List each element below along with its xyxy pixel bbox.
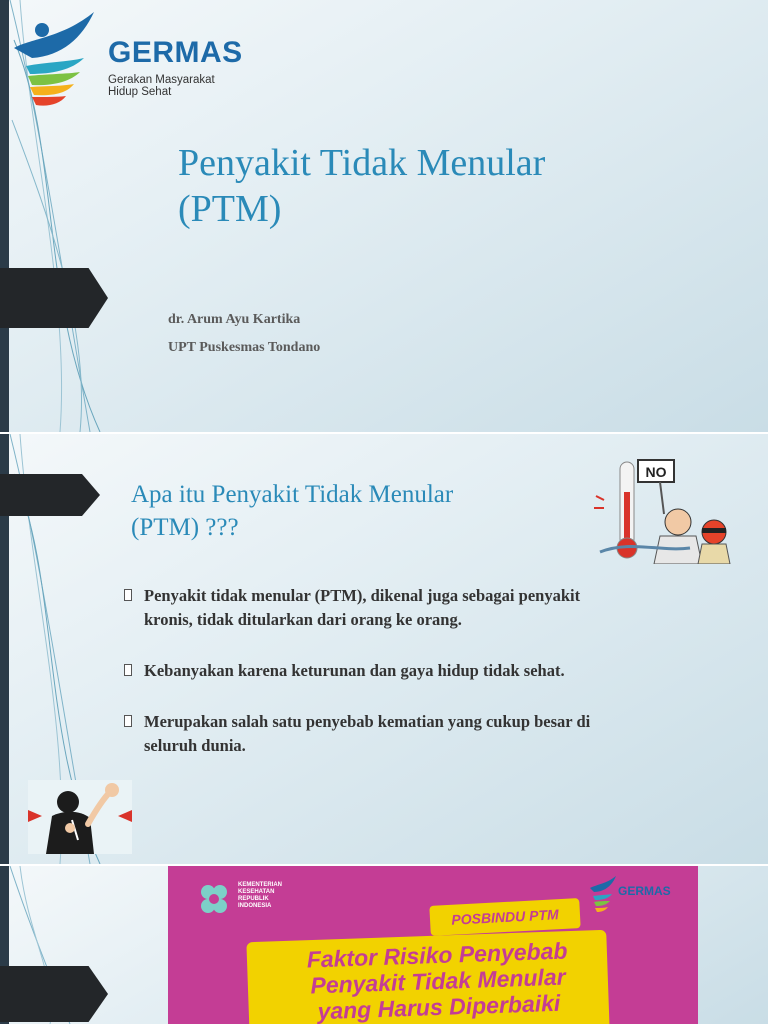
- section-marker: [0, 966, 108, 1022]
- chest-pain-illustration: [28, 780, 132, 854]
- risk-factors-slide: [0, 866, 768, 1024]
- author-block: [168, 306, 320, 362]
- author-name: dr. Arum Ayu Kartika: [168, 312, 301, 327]
- blood-pressure-illustration: [590, 452, 740, 564]
- author-organization: UPT Puskesmas Tondano: [168, 340, 321, 355]
- germas-small-logo: [588, 874, 688, 914]
- section-marker: [0, 474, 100, 516]
- slide-title: Penyakit Tidak Menular (PTM): [178, 142, 546, 230]
- germas-tagline: Gerakan Masyarakat Hidup Sehat: [108, 74, 215, 98]
- slide-heading: Apa itu Penyakit Tidak Menular (PTM) ???: [131, 481, 454, 541]
- kemenkes-text: KEMENTERIAN KESEHATAN REPUBLIK INDONESIA: [238, 882, 283, 909]
- bullet-list: [122, 584, 682, 785]
- title-slide: [0, 0, 768, 432]
- bullet-item: Penyakit tidak menular (PTM), dikenal juga sebagai penyakit kronis, tidak ditularkan dari orang ke orang.: [122, 584, 682, 632]
- bullet-item: Merupakan salah satu penyebab kematian yang cukup besar di seluruh dunia.: [122, 710, 682, 758]
- section-marker: [0, 268, 108, 328]
- germas-wordmark: GERMAS: [108, 36, 243, 69]
- no-sign-text: NO: [645, 464, 667, 480]
- kemenkes-logo: [194, 880, 314, 920]
- bullet-item: Kebanyakan karena keturunan dan gaya hidup tidak sehat.: [122, 659, 682, 683]
- germas-logo: [12, 8, 243, 113]
- kemenkes-emblem-icon: [194, 880, 234, 920]
- germas-wordmark: GERMAS: [618, 884, 671, 898]
- posbindu-label: POSBINDU PTM: [429, 898, 580, 936]
- posbindu-banner: [168, 866, 698, 1024]
- banner-title: Faktor Risiko Penyebab Penyakit Tidak Menular yang Harus Diperbaiki: [306, 937, 568, 1024]
- germas-figure-icon: [588, 874, 618, 914]
- germas-figure-icon: [12, 8, 104, 113]
- definition-slide: [0, 434, 768, 864]
